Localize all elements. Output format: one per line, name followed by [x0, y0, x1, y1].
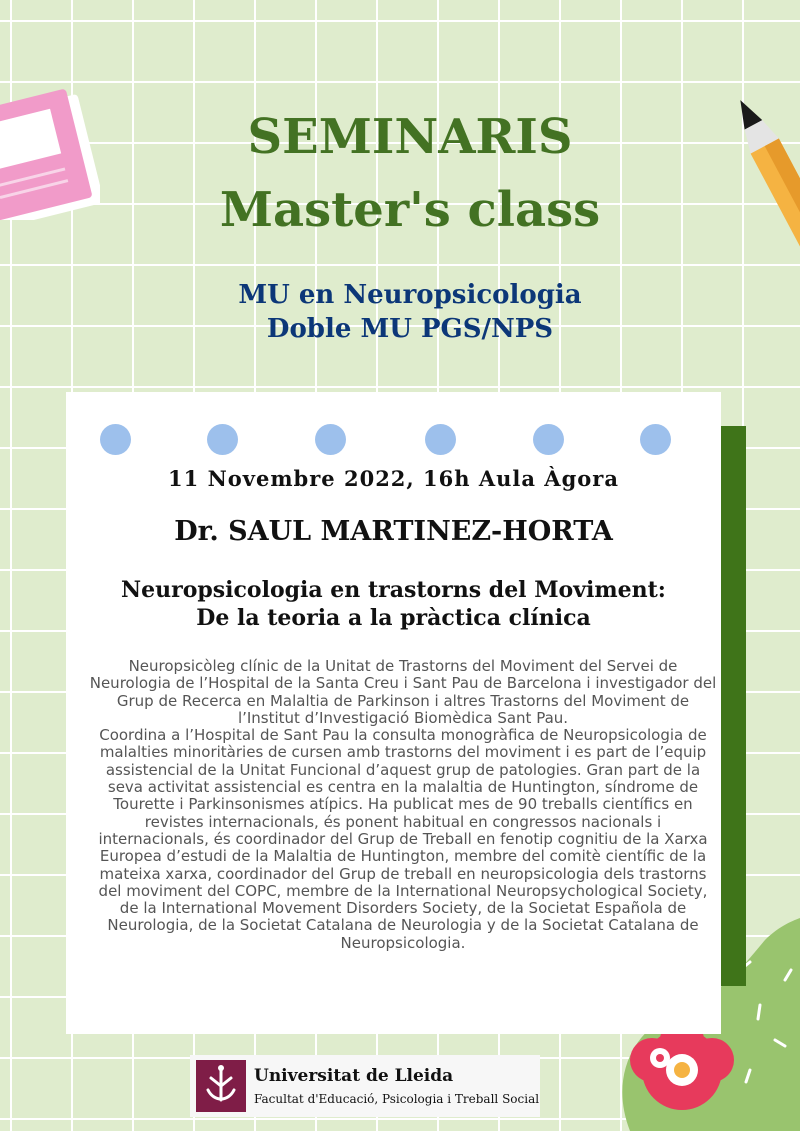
- event-date: 11 Novembre 2022, 16h Aula Àgora: [168, 466, 619, 491]
- binder-hole: [425, 424, 456, 455]
- talk-title: [66, 576, 721, 632]
- binder-hole: [207, 424, 238, 455]
- university-logo-icon: [196, 1060, 246, 1112]
- bio-paragraph-1: Neuropsicòleg clínic de la Unitat de Trastorns del Moviment del Servei de Neurologia de l’Hospital de la Santa Creu i Sant Pau de Barcelona i investigador del Grup de Recerca en Malaltia de Parkinson i altres Trastorns del Moviment de l’Institut d’Investigació Biomèdica Sant Pau.: [89, 657, 717, 727]
- speaker-name: Dr. SAUL MARTINEZ-HORTA: [174, 516, 613, 547]
- binder-hole: [640, 424, 671, 455]
- subtitle-line-1: MU en Neuropsicologia: [238, 280, 582, 310]
- faculty-name: Facultat d'Educació, Psicologia i Treball Social: [254, 1092, 540, 1106]
- title-line-2: Master's class: [219, 182, 601, 238]
- talk-title-line-1: Neuropsicologia en trastorns del Moviment:: [121, 577, 666, 603]
- talk-title-line-2: De la teoria a la pràctica clínica: [196, 605, 591, 631]
- binder-hole: [533, 424, 564, 455]
- binder-hole: [100, 424, 131, 455]
- bio-paragraph-2: Coordina a l’Hospital de Sant Pau la consulta monogràfica de Neuropsicologia de malalties minoritàries de cursen amb trastorns del moviment i es part de l’equip assistencial de la Unitat Funcional d’aquest grup de patologies. Gran part de la seva activitat assistencial es centra en la malaltia de Huntington, síndrome de Tourette i Parkinsonismes atípics. Ha publicat mes de 90 treballs científics en revistes internacionals, és ponent habitual en congressos nacionals i internacionals, és coordinador del Grup de Treball en fenotip cognitiu de la Xarxa Europea d’estudi de la Malaltia de Huntington, membre del comitè científic de la mateixa xarxa, coordinador del Grup de treball en neuropsicologia dels trastorns del moviment del COPC, membre de la International Neuropsychological Society, de la International Movement Disorders Society, de la Societat Española de Neurologia, de la Societat Catalana de Neurologia y de la Societat Catalana de Neuropsicologia.: [98, 726, 708, 952]
- binder-hole: [315, 424, 346, 455]
- title-line-1: SEMINARIS: [247, 109, 573, 165]
- university-name: Universitat de Lleida: [254, 1066, 454, 1086]
- subtitle-line-2: Doble MU PGS/NPS: [266, 314, 554, 344]
- speaker-bio: [88, 658, 718, 952]
